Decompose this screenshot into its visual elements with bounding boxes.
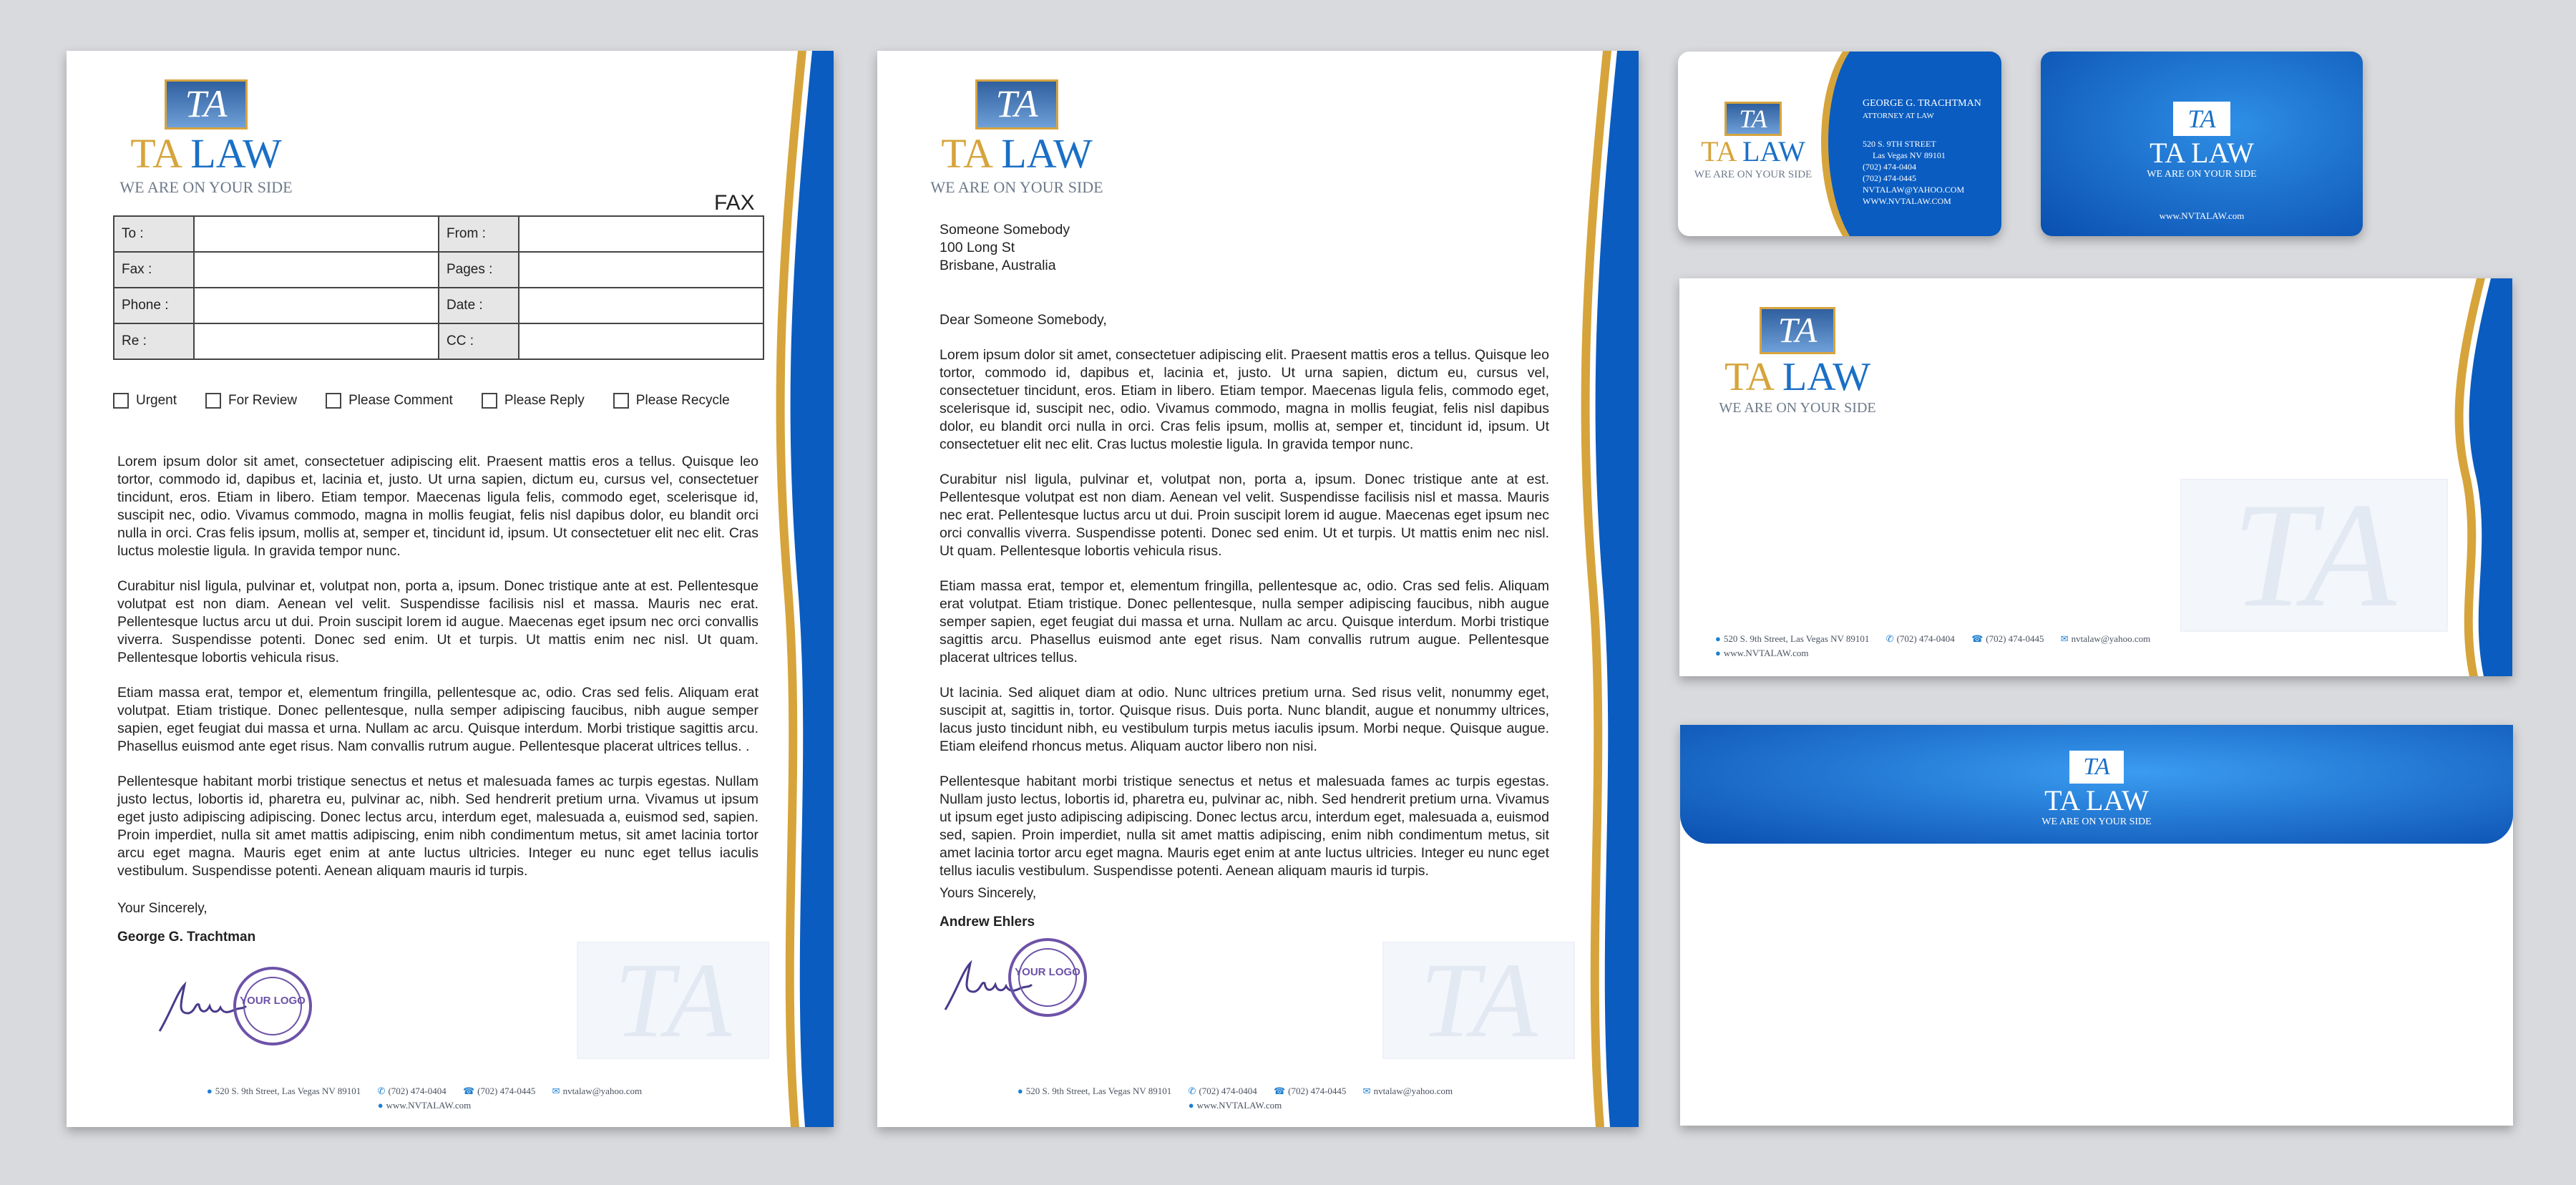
fax-sheet — [67, 51, 834, 1127]
checkbox-icon — [205, 393, 221, 409]
logo-tagline: WE ARE ON YOUR SIDE — [1694, 169, 1813, 180]
recipient-address — [940, 221, 1070, 275]
fax-label: CC : — [439, 323, 519, 359]
letter-body — [940, 311, 1549, 897]
footer-phone: (702) 474-0404 — [1896, 633, 1955, 644]
checkbox-icon — [482, 393, 497, 409]
checkbox-urgent[interactable] — [113, 393, 177, 409]
logo-emblem-icon: TA — [1760, 307, 1835, 354]
letter-paragraph: Lorem ipsum dolor sit amet, consectetuer adipiscing elit. Praesent mattis eros a tellus. Quisque leo tortor, commodo id, dapibus et, lacinia et, justo. Ut urna sapien, dictum eu, cursus vel, consectetuer tincidunt, eros. Etiam in libero. Etiam tempor. Maecenas ligula felis, commodo eget, scelerisque id, suscipit nec, odio. Vivamus commodo, magna in mollis feugiat, felis nisl dapibus dolor, eu blandit orci nulla in orci. Cras felis ipsum, mollis at, semper et, tincidunt id, ipsum. Ut consectetuer elit nec elit. Cras luctus molestie ligula. In gravida tempor nunc. — [940, 347, 1549, 452]
fax-label: Date : — [439, 288, 519, 323]
logo-tagline: WE ARE ON YOUR SIDE — [930, 178, 1103, 196]
fax-field[interactable] — [194, 323, 439, 359]
logo-name: TA LAW — [1724, 355, 1871, 399]
fax-paragraph: Lorem ipsum dolor sit amet, consectetuer adipiscing elit. Praesent mattis eros a tellus. Quisque leo tortor, commodo id, dapibus et, lacinia et, justo. Ut urna sapien, dictum eu, cursus vel, consectetuer tincidunt, eros. Etiam in libero. Etiam tempor. Maecenas ligula felis, commodo eget, scelerisque id, suscipit nec, odio. Vivamus commodo, magna in mollis feugiat, felis nisl dapibus dolor, eu blandit orci nulla in orci. Cras felis ipsum, mollis at, semper et, tincidunt id, ipsum. Ut consectetuer elit nec elit. Cras luctus molestie ligula. In gravida tempor nunc. — [117, 454, 758, 559]
card-back-logo — [2130, 102, 2273, 180]
card-email: NVTALAW@YAHOO.COM — [1863, 185, 1965, 195]
letter-paragraph: Ut lacinia. Sed aliquet diam at odio. Nunc ultrices pretium urna. Sed risus velit, nonummy eget, suscipit at, sagittis in, tortor. Quisque risus. Duis porta. Nunc blandit, augue et nonummy ultrices, lacus justo tincidunt nibh, eu vestibulum turpis metus iaculis ipsum. Morbi neque. Quisque augue. Etiam eleifend rhoncus metus. Aliquam auctor libero non nisi. — [940, 685, 1549, 754]
fax-row — [114, 216, 763, 252]
logo-emblem-icon: TA — [2069, 751, 2124, 784]
footer-web: www.NVTALAW.com — [1723, 648, 1809, 658]
card-logo — [1689, 102, 1818, 180]
letter-paragraph: Pellentesque habitant morbi tristique senectus et netus et malesuada fames ac turpis egestas. Nullam justo lectus, lobortis id, pharetra eu, pulvinar ac, nibh. Sed hendrerit pretium urna. Vivamus ut ipsum eget justo adipiscing adipiscing. Donec lectus arcu, interdum eget, malesuada a, euismod sed, sapien. Proin imperdiet, nulla sit amet mattis adipiscing, enim nibh condimentum metus, sit amet lacinia tortor arcu eget magna. Mauris eget enim at ante luctus ultricies. Integer eu nunc eget tellus iaculis vestibulum. Suspendisse potenti. Aenean aliquam mauris id turpis. — [940, 774, 1549, 879]
slip-logo — [1708, 307, 1887, 421]
letter-paragraph: Etiam massa erat, tempor et, elementum fringilla, pellentesque ac, odio. Cras sed felis. Aliquam erat volutpat. Etiam tristique. Donec pellentesque, nulla semper adipiscing faucibus, nibh augue semper sapien, eget feugiat dui massa et urna. Nullam ac arcu. Quisque interdum. Morbi tristique sagittis arcu. Phasellus euismod ante eget risus. Nam convallis rutrum augue. Pellentesque placerat ultrices tellus. — [940, 578, 1549, 665]
logo-tagline: WE ARE ON YOUR SIDE — [1719, 400, 1876, 416]
card-title: ATTORNEY AT LAW — [1863, 112, 1934, 120]
stamp-seal: YOUR LOGO — [1008, 938, 1087, 1017]
checkbox-icon — [113, 393, 129, 409]
logo-emblem-icon: TA — [1724, 102, 1782, 136]
signer-name: Andrew Ehlers — [940, 915, 1035, 930]
letter-logo — [920, 79, 1113, 201]
fax-row — [114, 252, 763, 288]
checkbox-please-comment[interactable] — [326, 393, 453, 409]
footer-web: www.NVTALAW.com — [1196, 1100, 1282, 1111]
address-line: Brisbane, Australia — [940, 258, 1056, 273]
footer-email: nvtalaw@yahoo.com — [1373, 1086, 1453, 1096]
fax-field[interactable] — [194, 288, 439, 323]
business-card-front — [1678, 52, 2001, 236]
checkbox-label: Please Recycle — [635, 393, 730, 408]
footer-phone2: (702) 474-0445 — [477, 1086, 536, 1096]
footer-address: 520 S. 9th Street, Las Vegas NV 89101 — [1723, 633, 1870, 644]
fax-field[interactable] — [194, 216, 439, 252]
fax-row — [114, 288, 763, 323]
fax-label: Phone : — [114, 288, 194, 323]
checkbox-for-review[interactable] — [205, 393, 297, 409]
footer-phone: (702) 474-0404 — [388, 1086, 447, 1096]
address-line: 100 Long St — [940, 240, 1015, 255]
fax-label: Pages : — [439, 252, 519, 288]
fax-field[interactable] — [194, 252, 439, 288]
card-web: WWW.NVTALAW.COM — [1863, 196, 1951, 206]
fax-row — [114, 323, 763, 359]
logo-tagline: WE ARE ON YOUR SIDE — [2041, 816, 2152, 827]
stamp-seal: YOUR LOGO — [233, 967, 312, 1045]
footer-phone2: (702) 474-0445 — [1288, 1086, 1347, 1096]
logo-emblem-icon: TA — [165, 79, 248, 130]
footer-address: 520 S. 9th Street, Las Vegas NV 89101 — [215, 1086, 361, 1096]
letter-footer: ● 520 S. 9th Street, Las Vegas NV 89101 ✆ (702) 474-0404 ☎ (702) 474-0445 ✉ nvtalaw@yahoo.com ● www.NVTALAW.com — [1017, 1086, 1453, 1111]
footer-email: nvtalaw@yahoo.com — [2071, 633, 2151, 644]
fax-paragraph: Pellentesque habitant morbi tristique senectus et netus et malesuada fames ac turpis egestas. Nullam justo lectus, lobortis id, pharetra eu, pulvinar ac, nibh. Sed hendrerit pretium urna. Vivamus ut ipsum eget justo adipiscing adipiscing. Donec lectus arcu, interdum eget, malesuada a, euismod sed, sapien. Proin imperdiet, nulla sit amet mattis adipiscing, enim nibh condimentum metus, sit amet lacinia tortor arcu eget magna. Mauris eget enim at ante luctus ultricies. Integer eu nunc eget tellus iaculis vestibulum. Suspendisse potenti. Aenean aliquam mauris id turpis. — [117, 774, 758, 879]
letter-paragraph: Curabitur nisl ligula, pulvinar et, volutpat non, porta a, ipsum. Donec tristique ante at est. Pellentesque volutpat est non diam. Aenean vel velit. Suspendisse facilisis nisl et massa. Mauris nec erat. Pellentesque luctus arcu ut dui. Proin suscipit lorem id augue. Maecenas eget ipsum nec orci convallis viverra. Suspendisse potenti. Donec sed enim. Ut et turpis. Ut mattis enim nec nisl. Ut quam. Pellentesque lobortis vehicula risus. — [940, 472, 1549, 559]
card-name: GEORGE G. TRACHTMAN — [1863, 98, 1981, 109]
card-phone2: (702) 474-0445 — [1863, 173, 1916, 183]
logo-name: TA LAW — [130, 130, 282, 177]
fax-checkboxes — [113, 393, 730, 409]
checkbox-please-recycle[interactable] — [613, 393, 730, 409]
checkbox-label: For Review — [228, 393, 298, 408]
watermark-emblem: TA — [1382, 942, 1575, 1059]
fax-closing — [117, 901, 255, 945]
footer-web: www.NVTALAW.com — [386, 1100, 472, 1111]
fax-label: Re : — [114, 323, 194, 359]
envelope-logo — [2018, 751, 2175, 837]
checkbox-icon — [613, 393, 629, 409]
fax-field[interactable] — [519, 216, 763, 252]
fax-label: From : — [439, 216, 519, 252]
card-address2: Las Vegas NV 89101 — [1873, 150, 1946, 160]
logo-tagline: WE ARE ON YOUR SIDE — [119, 178, 293, 196]
logo-emblem-icon: TA — [2173, 102, 2230, 136]
footer-email: nvtalaw@yahoo.com — [562, 1086, 643, 1096]
fax-logo — [109, 79, 303, 201]
address-line: Someone Somebody — [940, 222, 1070, 238]
fax-field[interactable] — [519, 252, 763, 288]
checkbox-label: Please Comment — [348, 393, 453, 408]
card-phone: (702) 474-0404 — [1863, 162, 1916, 172]
card-address1: 520 S. 9TH STREET — [1863, 139, 1936, 149]
logo-name: TA LAW — [1701, 135, 1805, 167]
logo-name: TA LAW — [2044, 784, 2149, 816]
compliment-slip — [1679, 278, 2512, 676]
logo-name: TA LAW — [2150, 137, 2254, 169]
fax-field[interactable] — [519, 288, 763, 323]
footer-address: 520 S. 9th Street, Las Vegas NV 89101 — [1025, 1086, 1172, 1096]
salutation: Dear Someone Somebody, — [940, 312, 1107, 328]
logo-name: TA LAW — [941, 130, 1093, 177]
fax-footer: ● 520 S. 9th Street, Las Vegas NV 89101 ✆ (702) 474-0404 ☎ (702) 474-0445 ✉ nvtalaw@yahoo.com ● www.NVTALAW.com — [206, 1086, 643, 1111]
checkbox-label: Urgent — [136, 393, 177, 408]
fax-body — [117, 453, 758, 897]
checkbox-label: Please Reply — [504, 393, 585, 408]
footer-phone2: (702) 474-0445 — [1986, 633, 2044, 644]
fax-title: FAX — [714, 191, 755, 215]
fax-field[interactable] — [519, 323, 763, 359]
fax-label: To : — [114, 216, 194, 252]
letter-closing — [940, 886, 1036, 930]
footer-phone: (702) 474-0404 — [1199, 1086, 1257, 1096]
fax-label: Fax : — [114, 252, 194, 288]
checkbox-icon — [326, 393, 341, 409]
letter-sheet — [877, 51, 1639, 1127]
fax-paragraph: Etiam massa erat, tempor et, elementum fringilla, pellentesque ac, odio. Cras sed felis. Aliquam erat volutpat. Etiam tristique. Donec pellentesque, nulla semper adipiscing faucibus, nibh augue semper sapien, eget feugiat dui massa et urna. Nullam ac arcu. Quisque interdum. Morbi tristique sagittis arcu. Phasellus euismod ante eget risus. Nam convallis rutrum augue. Pellentesque placerat ultrices tellus. . — [117, 685, 758, 754]
card-back-web: www.NVTALAW.com — [2159, 210, 2245, 221]
slip-footer: ● 520 S. 9th Street, Las Vegas NV 89101 ✆ (702) 474-0404 ☎ (702) 474-0445 ✉ nvtalaw@yahoo.com ● www.NVTALAW.com — [1715, 633, 2151, 658]
closing-text: Your Sincerely, — [117, 901, 208, 916]
logo-emblem-icon: TA — [975, 79, 1058, 130]
closing-text: Yours Sincerely, — [940, 886, 1037, 901]
checkbox-please-reply[interactable] — [482, 393, 585, 409]
fax-form-table — [113, 215, 764, 360]
watermark-emblem: TA — [577, 942, 769, 1059]
fax-paragraph: Curabitur nisl ligula, pulvinar et, volutpat non, porta a, ipsum. Donec tristique ante at est. Pellentesque volutpat est non diam. Aenean vel velit. Suspendisse facilisis nisl et massa. Mauris nec erat. Pellentesque luctus arcu ut dui. Proin suscipit lorem id augue. Maecenas eget ipsum nec orci convallis viverra. Suspendisse potenti. Donec sed enim. Ut et turpis. Ut mattis enim nec nisl. Ut quam. Pellentesque lobortis vehicula risus. — [117, 578, 758, 665]
envelope-back — [1680, 725, 2513, 1126]
watermark-emblem: TA — [2180, 479, 2448, 632]
logo-tagline: WE ARE ON YOUR SIDE — [2147, 169, 2257, 180]
signer-name: George G. Trachtman — [117, 930, 256, 945]
business-card-back — [2041, 52, 2363, 236]
